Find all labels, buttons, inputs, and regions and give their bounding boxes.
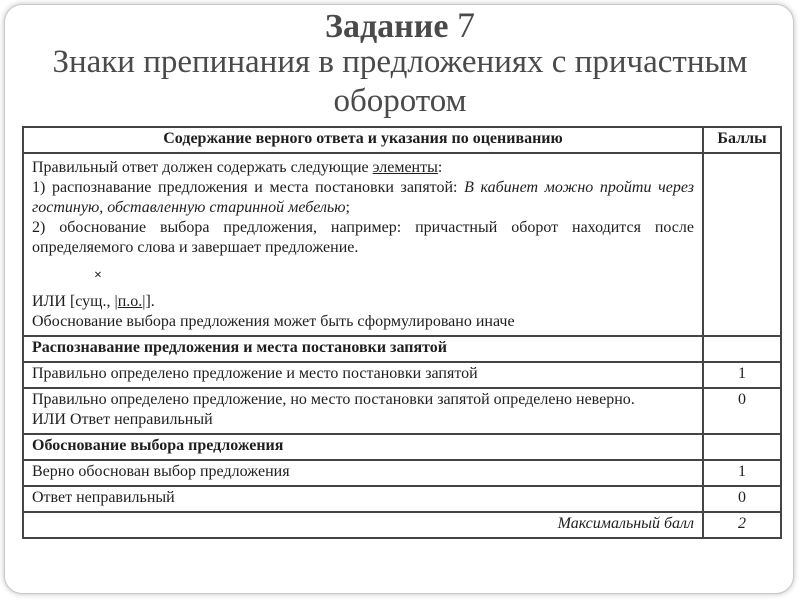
criterion-score: 0: [703, 486, 781, 512]
section-row: [23, 434, 781, 460]
max-score-value: 2: [703, 512, 781, 538]
task-subtitle-line1: Знаки препинания в предложениях с причастным: [52, 44, 748, 80]
answer-cell: [23, 153, 703, 336]
answer-score-cell: [703, 153, 781, 336]
task-subtitle-line2: оборотом: [333, 83, 467, 119]
header-content: Содержание верного ответа и указания по оцениванию: [23, 127, 703, 153]
criterion-score: 0: [703, 388, 781, 434]
table-row: [23, 362, 781, 388]
header-score: Баллы: [703, 127, 781, 153]
criterion-text: Правильно определено предложение и место постановки запятой: [23, 362, 703, 388]
max-score-row: [23, 512, 781, 538]
criterion-text: Ответ неправильный: [23, 486, 703, 512]
criterion-score: 1: [703, 362, 781, 388]
task-number: 7: [456, 5, 475, 45]
criterion-text: Верно обоснован выбор предложения: [23, 460, 703, 486]
task-title: Задание 7: [325, 5, 475, 45]
criterion-score: 1: [703, 460, 781, 486]
table-row: [23, 388, 781, 434]
answer-intro: Правильный ответ должен содержать следующие элементы:: [32, 159, 443, 176]
answer-item2: 2) обоснование выбора предложения, например: причастный оборот находится после определяемого слова и завершает предложение.: [32, 219, 694, 256]
answer-note: Обоснование выбора предложения может быть сформулировано иначе: [32, 313, 515, 330]
table-header-row: [23, 127, 781, 153]
section-row: [23, 336, 781, 362]
answer-row: [23, 153, 781, 336]
table-row: [23, 486, 781, 512]
answer-alternative: ИЛИ [сущ., |п.о.|].: [32, 293, 155, 310]
assessment-table: [22, 126, 782, 539]
criterion-text: Правильно определено предложение, но место постановки запятой определено неверно. ИЛИ Ответ неправильный: [23, 388, 703, 434]
max-score-label: Максимальный балл: [23, 512, 703, 538]
section-title: Обоснование выбора предложения: [23, 434, 703, 460]
table-row: [23, 460, 781, 486]
answer-item1: 1) распознавание предложения и места постановки запятой: В кабинет можно пройти через гостиную, обставленную старинной мебелью;: [32, 179, 694, 216]
cross-mark: ×: [94, 268, 102, 283]
section-title: Распознавание предложения и места постановки запятой: [23, 336, 703, 362]
